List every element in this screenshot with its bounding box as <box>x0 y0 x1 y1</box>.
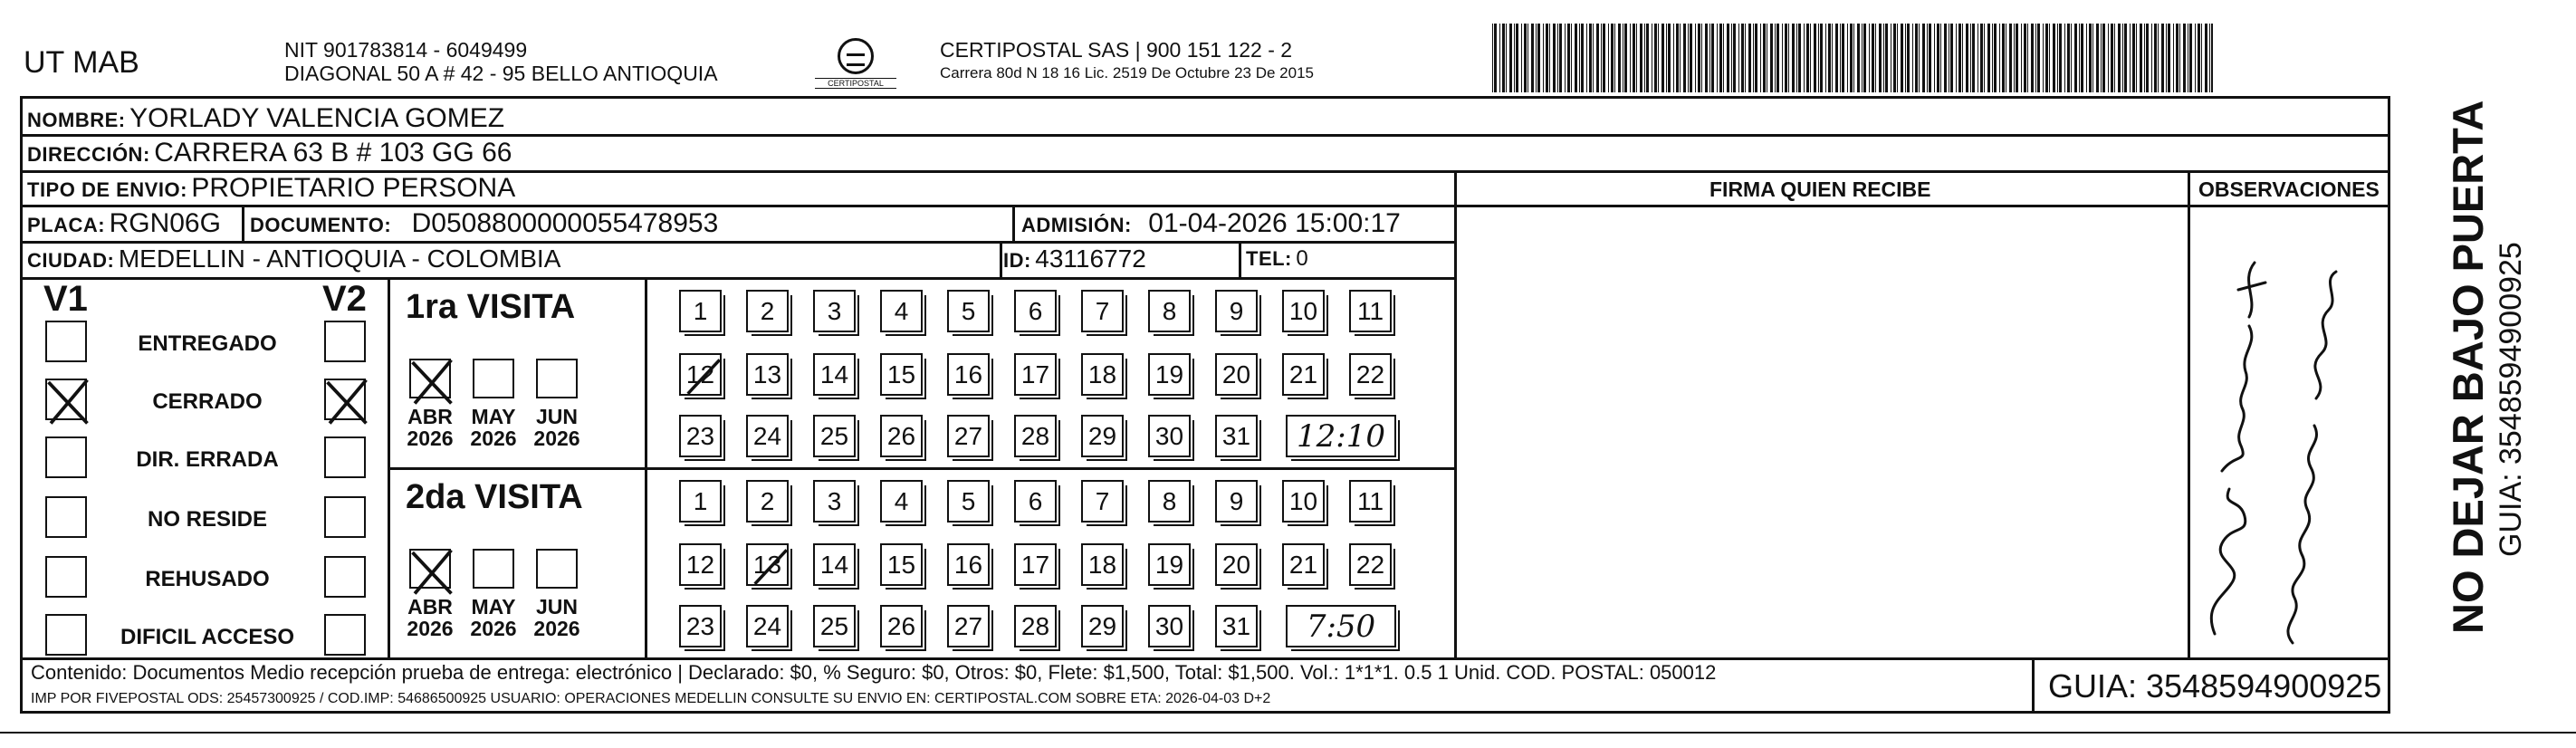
brand-name: UT MAB <box>24 45 139 80</box>
day-box[interactable] <box>679 353 722 396</box>
month-year: 2026 <box>533 427 580 450</box>
tel-value: 0 <box>1296 246 1308 271</box>
month-checkbox[interactable] <box>409 359 451 398</box>
ciudad-value: MEDELLIN - ANTIOQUIA - COLOMBIA <box>118 245 561 273</box>
day-number: 19 <box>1154 551 1184 579</box>
day-box[interactable] <box>1014 543 1057 586</box>
day-box[interactable] <box>880 543 923 586</box>
day-box[interactable] <box>947 543 990 586</box>
month-label <box>402 406 458 449</box>
day-number: 6 <box>1028 297 1043 325</box>
v1-header: V1 <box>43 279 88 319</box>
day-box[interactable] <box>746 480 789 523</box>
status-option-label: DIFICIL ACCESO <box>120 625 294 649</box>
day-number: 25 <box>819 612 849 640</box>
day-box[interactable] <box>679 605 722 647</box>
strike-mark-icon <box>677 351 727 401</box>
day-number: 31 <box>1221 422 1251 450</box>
day-number: 15 <box>886 360 916 388</box>
day-box[interactable] <box>746 353 789 396</box>
day-box[interactable] <box>813 290 856 332</box>
ciudad-label: CIUDAD: <box>27 249 115 272</box>
day-number: 11 <box>1356 487 1384 515</box>
check-mark-icon <box>42 373 94 426</box>
documento-label: DOCUMENTO: <box>250 214 392 236</box>
day-number: 17 <box>1020 551 1050 579</box>
day-number: 17 <box>1020 360 1050 388</box>
day-number: 2 <box>760 297 775 325</box>
month-checkbox[interactable] <box>473 359 514 398</box>
month-checkbox[interactable] <box>536 359 578 398</box>
side-panel <box>2408 100 2571 715</box>
day-number: 6 <box>1028 487 1043 515</box>
direccion-label: DIRECCIÓN: <box>27 143 150 166</box>
day-box[interactable] <box>1148 480 1191 523</box>
day-box[interactable] <box>679 480 722 523</box>
month-label <box>529 406 585 449</box>
v1-checkbox[interactable] <box>45 556 87 598</box>
status-option-label: CERRADO <box>152 389 263 414</box>
day-box[interactable] <box>1349 480 1392 523</box>
address-line: DIAGONAL 50 A # 42 - 95 BELLO ANTIOQUIA <box>284 62 718 85</box>
day-box[interactable] <box>1081 480 1124 523</box>
day-box[interactable] <box>1014 480 1057 523</box>
day-box[interactable] <box>1014 290 1057 332</box>
day-number: 5 <box>961 487 976 515</box>
day-box[interactable] <box>880 353 923 396</box>
day-box[interactable] <box>1148 605 1191 647</box>
day-number: 7 <box>1095 297 1110 325</box>
handwritten-time: 7:50 <box>1306 609 1376 645</box>
day-box[interactable] <box>1349 290 1392 332</box>
day-box[interactable] <box>1215 290 1258 332</box>
side-text-svg <box>2408 100 2571 715</box>
day-box[interactable] <box>1014 353 1057 396</box>
day-box[interactable] <box>1215 605 1258 647</box>
day-box[interactable] <box>1148 353 1191 396</box>
day-number: 14 <box>819 360 849 388</box>
day-box[interactable] <box>1282 480 1325 523</box>
month-year: 2026 <box>407 427 454 450</box>
day-number: 19 <box>1154 360 1184 388</box>
id-label: ID: <box>1003 249 1031 272</box>
v1-checkbox[interactable] <box>45 321 87 362</box>
day-box[interactable] <box>813 353 856 396</box>
nombre-value: YORLADY VALENCIA GOMEZ <box>129 103 505 133</box>
courier-name-line: CERTIPOSTAL SAS | 900 151 122 - 2 <box>940 38 1293 62</box>
courier-license-line: Carrera 80d N 18 16 Lic. 2519 De Octubre 23 De 2015 <box>940 64 1314 82</box>
logo-icon <box>838 38 874 74</box>
day-number: 7 <box>1095 487 1110 515</box>
day-number: 27 <box>953 612 983 640</box>
day-number: 8 <box>1162 487 1177 515</box>
tipo-envio-value: PROPIETARIO PERSONA <box>191 173 516 203</box>
month-year: 2026 <box>470 617 517 640</box>
month-name: MAY <box>471 595 516 619</box>
logo-text: CERTIPOSTAL <box>815 78 896 89</box>
handwritten-signature <box>2195 226 2367 652</box>
day-number: 31 <box>1221 612 1251 640</box>
day-box[interactable] <box>1215 353 1258 396</box>
day-box[interactable] <box>746 415 789 457</box>
print-details: IMP POR FIVEPOSTAL ODS: 25457300925 / COD.IMP: 54686500925 USUARIO: OPERACIONES MEDELLIN CONSULTE SU ENVIO EN: CERTIPOSTAL.COM SOBRE ETA: 2026-04-03 D+2 <box>31 691 1271 706</box>
month-checkbox[interactable] <box>536 549 578 589</box>
v1-checkbox[interactable] <box>45 379 87 420</box>
day-box[interactable] <box>1148 543 1191 586</box>
day-number: 14 <box>819 551 849 579</box>
day-number: 27 <box>953 422 983 450</box>
day-number: 30 <box>1154 422 1184 450</box>
day-box[interactable] <box>1081 605 1124 647</box>
day-box[interactable] <box>813 415 856 457</box>
month-name: ABR <box>407 595 453 619</box>
day-number: 26 <box>886 422 916 450</box>
day-box[interactable] <box>1081 290 1124 332</box>
day-number: 13 <box>752 360 782 388</box>
placa-cell <box>27 210 221 237</box>
day-box[interactable] <box>746 290 789 332</box>
visit-title: 2da VISITA <box>406 478 583 516</box>
month-year: 2026 <box>407 617 454 640</box>
month-year: 2026 <box>470 427 517 450</box>
day-box[interactable] <box>679 543 722 586</box>
ciudad-cell <box>27 246 560 272</box>
guia-number: GUIA: 3548594900925 <box>2048 667 2382 705</box>
v1-checkbox[interactable] <box>45 436 87 478</box>
day-box[interactable] <box>679 290 722 332</box>
day-box[interactable] <box>1148 290 1191 332</box>
documento-value: D0508800000055478953 <box>411 208 719 238</box>
day-number: 21 <box>1288 551 1318 579</box>
day-box[interactable] <box>947 415 990 457</box>
direccion-value: CARRERA 63 B # 103 GG 66 <box>154 138 512 168</box>
day-box[interactable] <box>1014 415 1057 457</box>
day-number: 23 <box>685 612 715 640</box>
observaciones-header: OBSERVACIONES <box>2198 177 2380 201</box>
visit-title: 1ra VISITA <box>406 288 576 326</box>
nombre-row <box>27 105 504 132</box>
tel-cell <box>1246 248 1308 270</box>
day-box[interactable] <box>746 543 789 586</box>
v1-checkbox[interactable] <box>45 614 87 656</box>
day-box[interactable] <box>880 290 923 332</box>
day-box[interactable] <box>1081 353 1124 396</box>
day-number: 20 <box>1221 551 1251 579</box>
side-guia-text: GUIA: 3548594900925 <box>2494 242 2528 557</box>
day-number: 1 <box>693 487 708 515</box>
month-label <box>465 406 522 449</box>
day-number: 25 <box>819 422 849 450</box>
v2-checkbox[interactable] <box>324 556 366 598</box>
day-box[interactable] <box>1148 415 1191 457</box>
month-checkbox[interactable] <box>409 549 451 589</box>
day-box[interactable] <box>1081 415 1124 457</box>
company-address <box>284 38 718 85</box>
certipostal-logo <box>815 38 896 91</box>
tel-label: TEL: <box>1246 247 1292 270</box>
day-number: 28 <box>1020 422 1050 450</box>
v2-checkbox[interactable] <box>324 321 366 362</box>
month-label <box>529 596 585 639</box>
documento-cell <box>250 210 718 237</box>
day-box[interactable] <box>1014 605 1057 647</box>
status-option-label: NO RESIDE <box>147 507 268 532</box>
day-number: 12 <box>685 551 715 579</box>
time-box[interactable] <box>1286 415 1396 457</box>
v1-checkbox[interactable] <box>45 496 87 538</box>
no-dejar-text: NO DEJAR BAJO PUERTA <box>2444 100 2492 634</box>
direccion-row <box>27 139 512 167</box>
status-option-label: ENTREGADO <box>138 331 277 356</box>
day-number: 13 <box>752 551 782 579</box>
day-number: 29 <box>1087 422 1117 450</box>
day-number: 3 <box>827 297 842 325</box>
day-box[interactable] <box>1349 543 1392 586</box>
day-number: 20 <box>1221 360 1251 388</box>
strike-mark-icon <box>744 542 794 591</box>
day-box[interactable] <box>880 605 923 647</box>
month-name: JUN <box>535 405 578 428</box>
barcode <box>1492 24 2213 92</box>
tipo-envio-row <box>27 175 515 202</box>
day-box[interactable] <box>1282 290 1325 332</box>
admision-value: 01-04-2026 15:00:17 <box>1148 208 1401 238</box>
v2-checkbox[interactable] <box>324 614 366 656</box>
day-number: 24 <box>752 612 782 640</box>
day-number: 2 <box>760 487 775 515</box>
day-number: 16 <box>953 551 983 579</box>
day-number: 9 <box>1229 487 1244 515</box>
check-mark-icon <box>321 373 373 426</box>
day-number: 28 <box>1020 612 1050 640</box>
day-number: 21 <box>1288 360 1318 388</box>
day-number: 26 <box>886 612 916 640</box>
day-number: 23 <box>685 422 715 450</box>
nit-line: NIT 901783814 - 6049499 <box>284 38 528 62</box>
nombre-label: NOMBRE: <box>27 109 126 131</box>
month-name: ABR <box>407 405 453 428</box>
month-year: 2026 <box>533 617 580 640</box>
admision-cell <box>1021 210 1401 237</box>
day-box[interactable] <box>947 480 990 523</box>
day-number: 12 <box>685 360 715 388</box>
content-details: Contenido: Documentos Medio recepción prueba de entrega: electrónico | Declarado: $0, % Seguro: $0, Otros: $0, Flete: $1,500, Total: $1,500. Vol.: 1*1*1. 0.5 1 Unid. COD. POSTAL: 050012 <box>31 661 1717 684</box>
day-number: 5 <box>961 297 976 325</box>
firma-header: FIRMA QUIEN RECIBE <box>1709 177 1931 201</box>
day-box[interactable] <box>746 605 789 647</box>
day-box[interactable] <box>1215 480 1258 523</box>
id-value: 43116772 <box>1035 245 1146 273</box>
day-box[interactable] <box>880 415 923 457</box>
placa-value: RGN06G <box>109 208 221 238</box>
day-number: 29 <box>1087 612 1117 640</box>
day-number: 8 <box>1162 297 1177 325</box>
day-number: 3 <box>827 487 842 515</box>
day-number: 18 <box>1087 551 1117 579</box>
day-number: 4 <box>894 487 909 515</box>
day-number: 24 <box>752 422 782 450</box>
day-number: 10 <box>1288 297 1318 325</box>
time-box[interactable] <box>1286 605 1396 647</box>
handwritten-time: 12:10 <box>1297 418 1385 455</box>
day-box[interactable] <box>1282 353 1325 396</box>
status-option-label: REHUSADO <box>145 567 270 591</box>
day-number: 18 <box>1087 360 1117 388</box>
day-box[interactable] <box>1282 543 1325 586</box>
check-mark-icon <box>406 353 458 406</box>
day-box[interactable] <box>1349 353 1392 396</box>
v2-checkbox[interactable] <box>324 496 366 538</box>
day-box[interactable] <box>1215 415 1258 457</box>
bottom-rule <box>0 732 2576 734</box>
month-label <box>465 596 522 639</box>
month-label <box>402 596 458 639</box>
day-number: 16 <box>953 360 983 388</box>
day-box[interactable] <box>813 605 856 647</box>
day-box[interactable] <box>1215 543 1258 586</box>
day-box[interactable] <box>813 480 856 523</box>
day-number: 4 <box>894 297 909 325</box>
check-mark-icon <box>406 543 458 596</box>
day-number: 22 <box>1355 551 1385 579</box>
tipo-envio-label: TIPO DE ENVIO: <box>27 178 187 201</box>
day-number: 9 <box>1229 297 1244 325</box>
v2-checkbox[interactable] <box>324 436 366 478</box>
day-number: 1 <box>693 297 708 325</box>
day-box[interactable] <box>880 480 923 523</box>
month-name: JUN <box>535 595 578 619</box>
v2-checkbox[interactable] <box>324 379 366 420</box>
v2-header: V2 <box>322 279 367 319</box>
day-number: 15 <box>886 551 916 579</box>
day-box[interactable] <box>1081 543 1124 586</box>
day-box[interactable] <box>947 605 990 647</box>
day-box[interactable] <box>679 415 722 457</box>
day-box[interactable] <box>947 353 990 396</box>
day-box[interactable] <box>813 543 856 586</box>
day-number: 10 <box>1288 487 1318 515</box>
day-number: 11 <box>1356 297 1384 325</box>
id-cell <box>1003 246 1146 272</box>
month-name: MAY <box>471 405 516 428</box>
courier-info <box>940 38 1314 85</box>
day-number: 30 <box>1154 612 1184 640</box>
day-box[interactable] <box>947 290 990 332</box>
admision-label: ADMISIÓN: <box>1021 214 1132 236</box>
placa-label: PLACA: <box>27 214 106 236</box>
month-checkbox[interactable] <box>473 549 514 589</box>
status-option-label: DIR. ERRADA <box>136 447 279 472</box>
day-number: 22 <box>1355 360 1385 388</box>
